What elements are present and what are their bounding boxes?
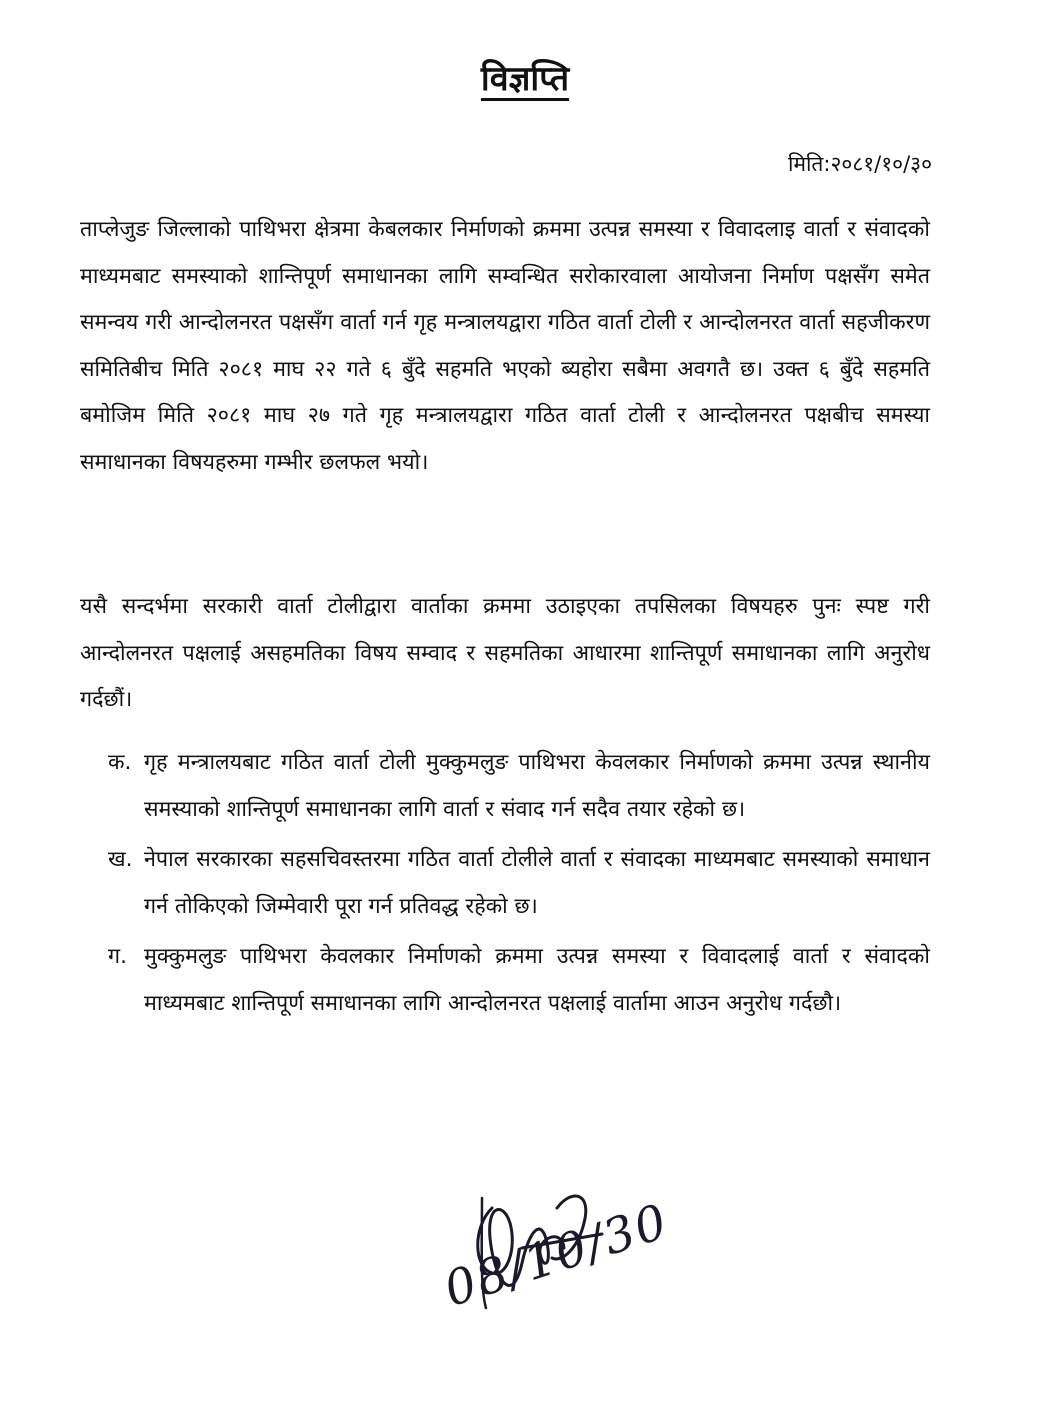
list-item-text: मुक्कुमलुङ पाथिभरा केवलकार निर्माणको क्रममा उत्पन्न समस्या र विवादलाई वार्ता र संवादको माध्यमबाट शान्तिपूर्ण समाधानका लागि आन्दोलनरत पक्षलाई वार्तामा आउन अनुरोध गर्दछौ। (144, 944, 930, 1016)
list-item-text: नेपाल सरकारका सहसचिवस्तरमा गठित वार्ता टोलीले वार्ता र संवादका माध्यमबाट समस्याको समाधान गर्न तोकिएको जिम्मेवारी पूरा गर्न प्रतिवद्ध रहेको छ। (144, 847, 930, 919)
list-marker: क. (108, 750, 132, 775)
notice-title (0, 56, 1050, 104)
paragraph-2: यसै सन्दर्भमा सरकारी वार्ता टोलीद्वारा वार्ताका क्रममा उठाइएका तपसिलका विषयहरु पुनः स्पष्ट गरी आन्दोलनरत पक्षलाई असहमतिका विषय सम्वाद र सहमतिका आधारमा शान्तिपूर्ण समाधानका लागि अनुरोध गर्दछौं। (80, 594, 930, 712)
paragraph-1: ताप्लेजुङ जिल्लाको पाथिभरा क्षेत्रमा केबलकार निर्माणको क्रममा उत्पन्न समस्या र विवादलाइ वार्ता र संवादको माध्यमबाट समस्याको शान्तिपूर्ण समाधानका लागि सम्वन्धित सरोकारवाला आयोजना निर्माण पक्षसँग समेत समन्वय गरी आन्दोलनरत पक्षसँग वार्ता गर्न गृह मन्त्रालयद्वारा गठित वार्ता टोली र आन्दोलनरत वार्ता सहजीकरण समितिबीच मिति २०८१ माघ २२ गते ६ बुँदे सहमति भएको ब्यहोरा सबैमा अवगतै छ। उक्त ६ बुँदे सहमति बमोजिम मिति २०८१ माघ २७ गते गृह मन्त्रालयद्वारा गठित वार्ता टोली र आन्दोलनरत पक्षबीच समस्या समाधानका विषयहरुमा गम्भीर छलफल भयो। (80, 217, 930, 475)
list-item-kha (108, 837, 930, 930)
list-marker: ख. (108, 847, 133, 872)
notice-date: मिति:२०८१/१०/३० (788, 152, 932, 176)
list-item-ga (108, 934, 930, 1027)
notice-title-text: विज्ञप्ति (480, 59, 570, 99)
list-marker: ग. (108, 944, 127, 969)
list-item-ka (108, 740, 930, 833)
signature-date: 08/10/30 (437, 1193, 676, 1318)
points-list (108, 740, 930, 1031)
list-item-text: गृह मन्त्रालयबाट गठित वार्ता टोली मुक्कुमलुङ पाथिभरा केवलकार निर्माणको क्रममा उत्पन्न स्थानीय समस्याको शान्तिपूर्ण समाधानका लागि वार्ता र संवाद गर्न सदैव तयार रहेको छ। (144, 750, 930, 822)
